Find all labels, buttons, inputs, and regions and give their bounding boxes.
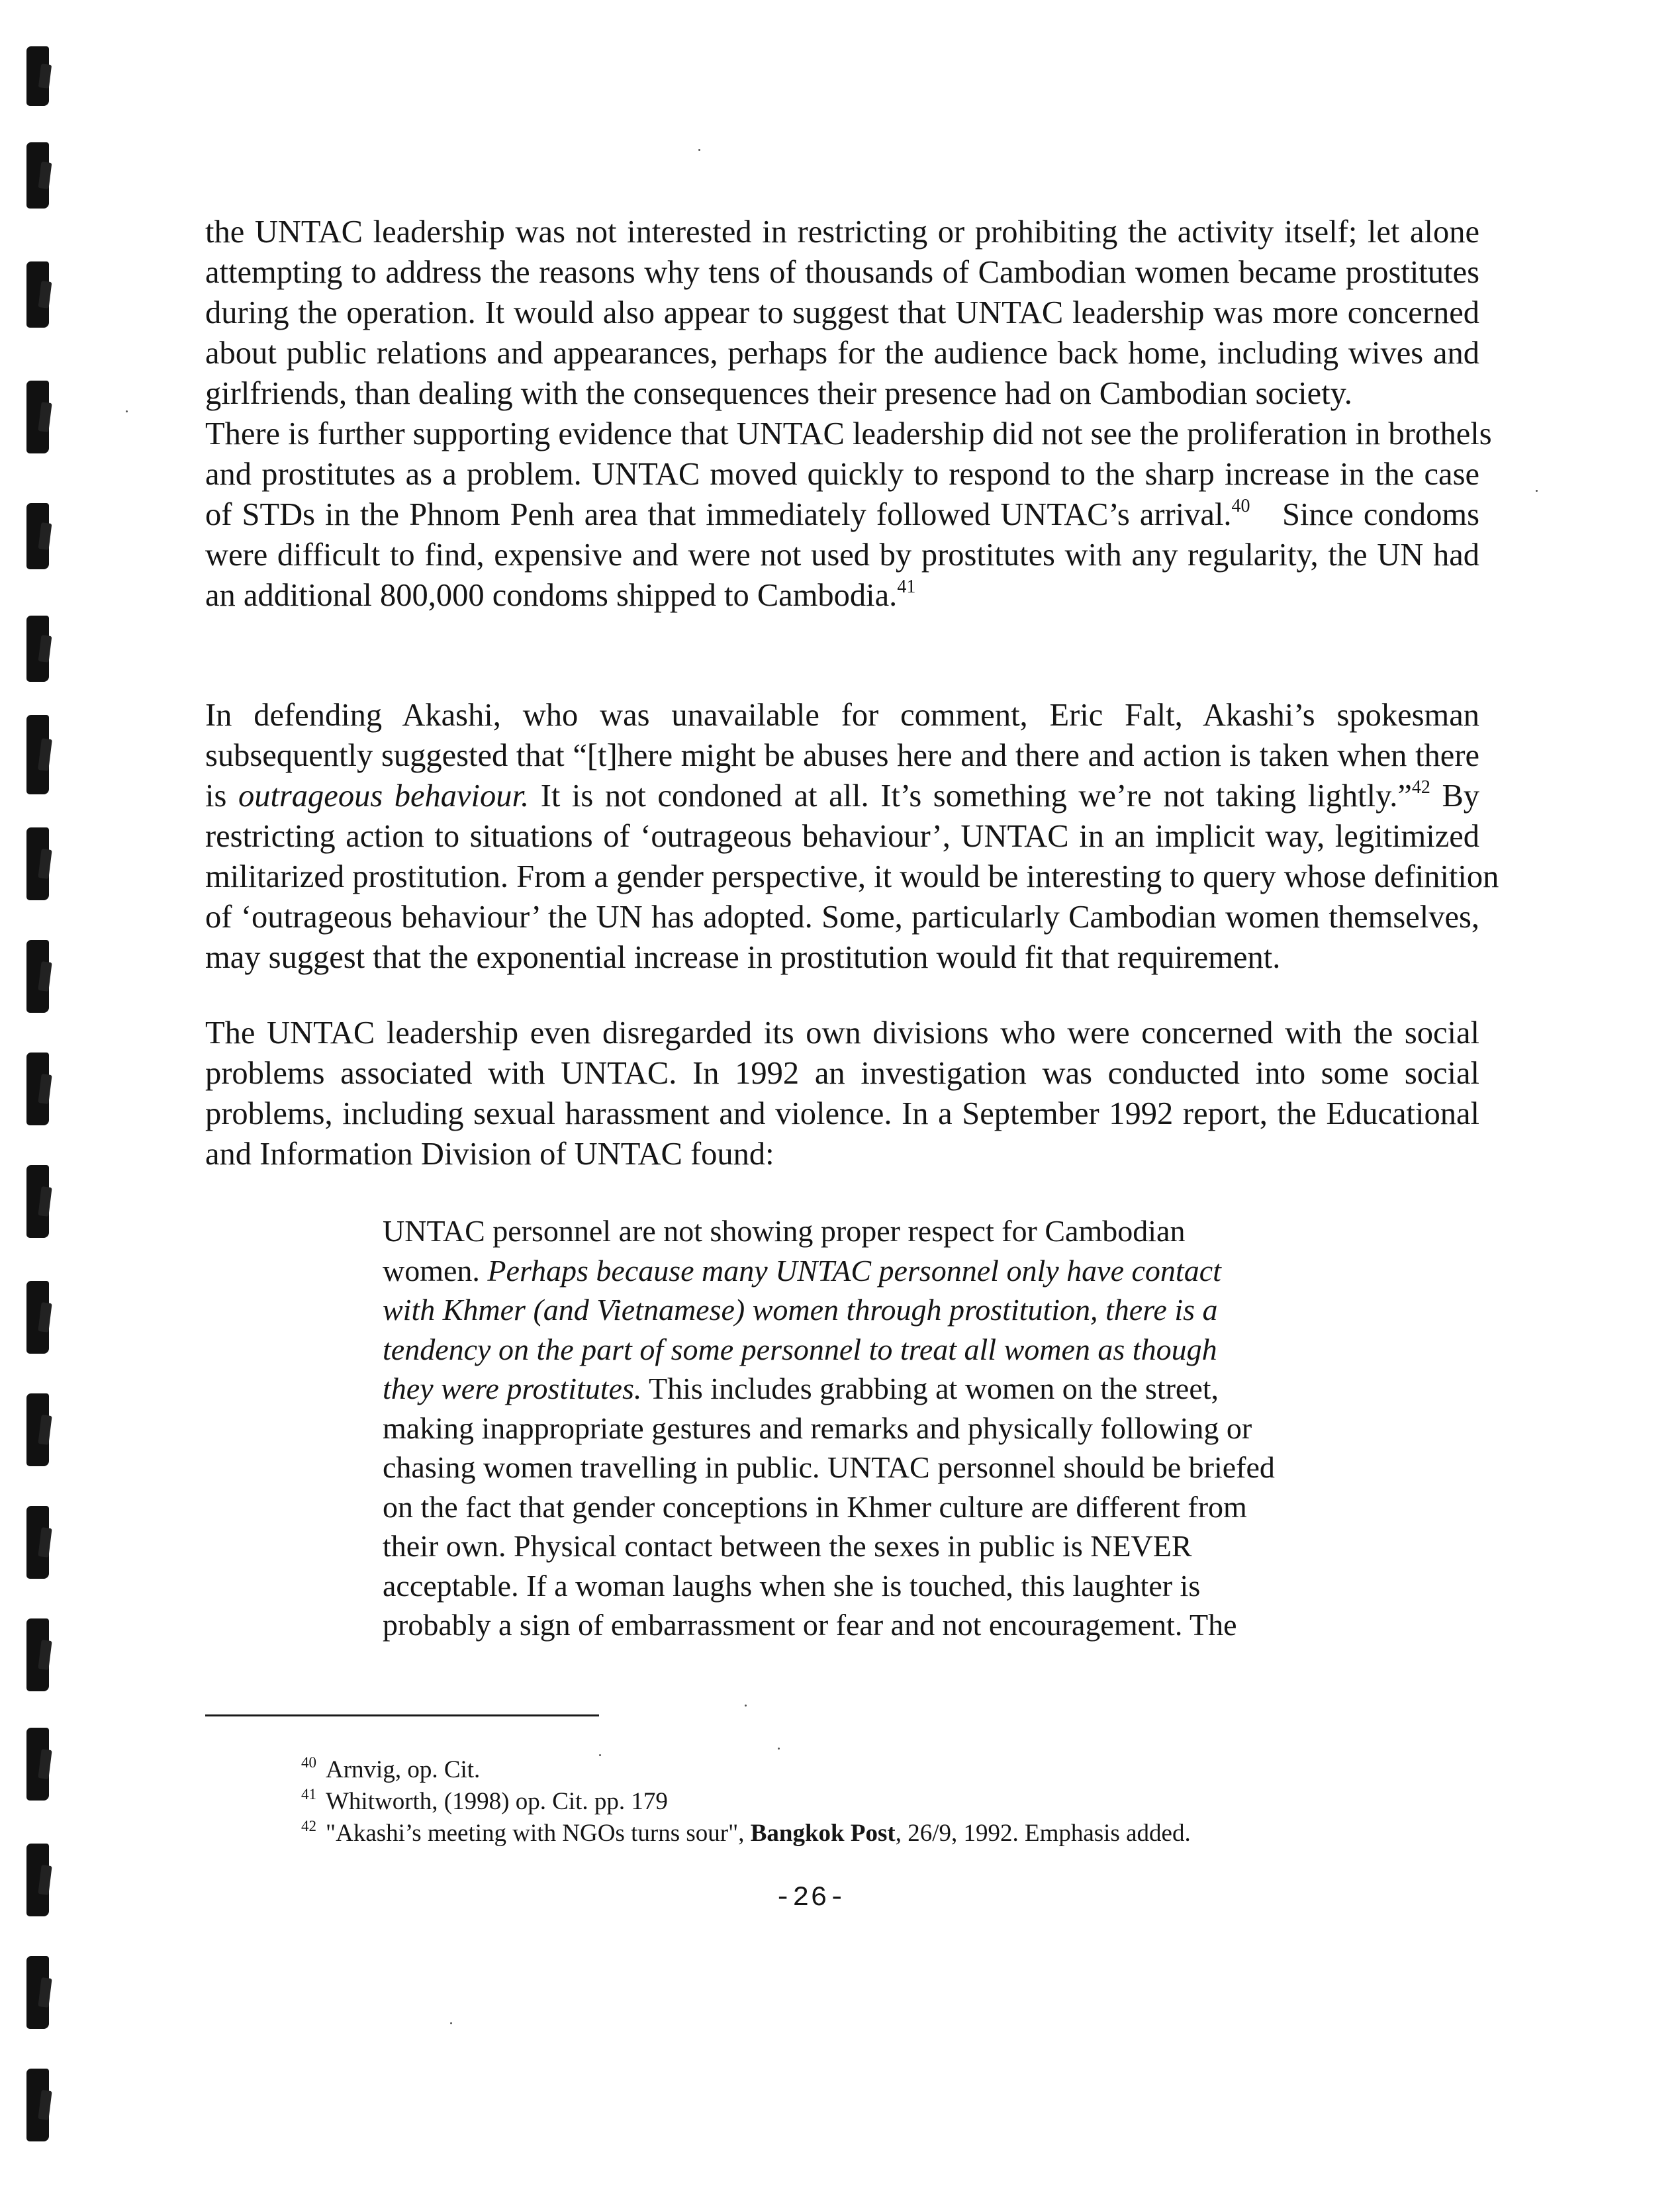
footnote-42: [301, 1818, 1191, 1850]
text-line: and prostitutes as a problem. UNTAC moved quickly to respond to the sharp increase in the case: [205, 457, 1479, 492]
quote-line: chasing women travelling in public. UNTAC personnel should be briefed: [383, 1450, 1275, 1484]
emphasis-text: they were prostitutes.: [383, 1372, 642, 1405]
text-line: the UNTAC leadership was not interested in restricting or prohibiting the activity itself; let alone: [205, 214, 1479, 250]
binder-mark: [26, 1618, 49, 1691]
binder-mark: [26, 616, 49, 682]
text-line: of ‘outrageous behaviour’ the UN has adopted. Some, particularly Cambodian women themselves,: [205, 900, 1479, 935]
footnote-separator: [205, 1714, 599, 1716]
binder-mark: [26, 2069, 49, 2141]
footnote-40: [301, 1754, 1191, 1786]
binder-mark: [26, 1956, 49, 2029]
footnote-number: 42: [301, 1818, 316, 1834]
scan-speck: [778, 1748, 780, 1750]
footnotes: [301, 1754, 1191, 1850]
footnote-number: 41: [301, 1786, 316, 1803]
text-line: attempting to address the reasons why tens of thousands of Cambodian women became prostitutes: [205, 255, 1479, 290]
paragraph-2: [205, 414, 1492, 616]
text-line: were difficult to find, expensive and were not used by prostitutes with any regularity, the UN had: [205, 538, 1479, 573]
footnote-text: Arnvig, op. Cit.: [326, 1756, 481, 1783]
scan-speck: [698, 149, 700, 151]
quote-line: [383, 1290, 1376, 1330]
binder-mark: [26, 827, 49, 900]
text-run: is: [205, 778, 227, 814]
quote-line: UNTAC personnel are not showing proper respect for Cambodian: [383, 1214, 1186, 1248]
emphasis-text: with Khmer (and Vietnamese) women through prostitution, there is a: [383, 1293, 1218, 1327]
binder-mark: [26, 940, 49, 1013]
binder-mark: [26, 1053, 49, 1125]
footnote-ref-40[interactable]: 40: [1231, 496, 1250, 516]
quote-line: making inappropriate gestures and remarks and physically following or: [383, 1411, 1252, 1445]
binder-mark: [26, 1506, 49, 1579]
binder-mark: [26, 715, 49, 794]
footnote-ref-41[interactable]: 41: [897, 577, 916, 597]
quote-line: [383, 1330, 1376, 1370]
footnote-41: [301, 1786, 1191, 1818]
binder-mark: [26, 1165, 49, 1238]
binder-mark: [26, 503, 49, 569]
emphasis-text: outrageous behaviour.: [238, 778, 530, 814]
binder-mark: [26, 261, 49, 328]
paragraph-4: [205, 1013, 1479, 1174]
footnote-text: Whitworth, (1998) op. Cit. pp. 179: [326, 1788, 668, 1815]
text-line: problems associated with UNTAC. In 1992 an investigation was conducted into some social: [205, 1056, 1479, 1091]
scan-speck: [1536, 490, 1538, 492]
text-line: may suggest that the exponential increase in prostitution would fit that requirement.: [205, 940, 1281, 975]
text-run: women.: [383, 1253, 480, 1288]
binder-mark: [26, 1393, 49, 1466]
binder-mark: [26, 1728, 49, 1801]
scan-speck: [450, 2022, 452, 2024]
text-run: an additional 800,000 condoms shipped to Cambodia.: [205, 578, 898, 613]
emphasis-text: tendency on the part of some personnel to treat all women as though: [383, 1332, 1217, 1366]
quote-line: probably a sign of embarrassment or fear and not encouragement. The: [383, 1608, 1237, 1642]
quote-line: acceptable. If a woman laughs when she is touched, this laughter is: [383, 1568, 1201, 1603]
text-line: [205, 494, 1479, 535]
text-line: during the operation. It would also appear to suggest that UNTAC leadership was more concerned: [205, 295, 1479, 330]
text-run: It is not condoned at all. It’s something we’re not taking lightly.”: [540, 778, 1412, 814]
binder-mark: [26, 1844, 49, 1916]
block-quote: [383, 1211, 1376, 1645]
footnote-ref-42[interactable]: 42: [1411, 777, 1430, 798]
scan-speck: [745, 1705, 747, 1707]
text-run: By: [1442, 778, 1480, 814]
footnote-text: , 26/9, 1992. Emphasis added.: [895, 1820, 1191, 1847]
binder-mark: [26, 381, 49, 453]
binder-mark: [26, 46, 49, 106]
paragraph-1: [205, 212, 1479, 414]
scan-speck: [126, 410, 128, 412]
text-line: about public relations and appearances, perhaps for the audience back home, including wives and: [205, 336, 1479, 371]
text-run: Since condoms: [1282, 497, 1479, 532]
footnote-number: 40: [301, 1754, 316, 1771]
text-line: There is further supporting evidence that UNTAC leadership did not see the proliferation in brothels: [205, 416, 1492, 451]
text-line: [205, 776, 1479, 816]
publication-name: Bangkok Post: [750, 1820, 896, 1847]
quote-line: [383, 1251, 1376, 1291]
binder-mark: [26, 1281, 49, 1354]
page-number: -26-: [774, 1882, 847, 1914]
text-line: The UNTAC leadership even disregarded its own divisions who were concerned with the social: [205, 1015, 1479, 1051]
emphasis-text: Perhaps because many UNTAC personnel only have contact: [487, 1253, 1221, 1288]
text-line: problems, including sexual harassment and violence. In a September 1992 report, the Educational: [205, 1096, 1479, 1131]
quote-line: [383, 1369, 1376, 1409]
quote-line: on the fact that gender conceptions in Khmer culture are different from: [383, 1489, 1247, 1524]
text-run: of STDs in the Phnom Penh area that immediately followed UNTAC’s arrival.: [205, 497, 1232, 532]
quote-line: their own. Physical contact between the sexes in public is NEVER: [383, 1529, 1192, 1563]
footnote-text: "Akashi’s meeting with NGOs turns sour",: [326, 1820, 745, 1847]
text-line: subsequently suggested that “[t]here might be abuses here and there and action is taken when there: [205, 738, 1479, 773]
text-line: restricting action to situations of ‘outrageous behaviour’, UNTAC in an implicit way, legitimized: [205, 819, 1479, 854]
text-line: and Information Division of UNTAC found:: [205, 1137, 774, 1172]
text-run: This includes grabbing at women on the street,: [649, 1372, 1219, 1405]
text-line: In defending Akashi, who was unavailable for comment, Eric Falt, Akashi’s spokesman: [205, 698, 1479, 733]
text-line: girlfriends, than dealing with the consequences their presence had on Cambodian society.: [205, 376, 1352, 411]
paragraph-3: [205, 695, 1499, 978]
text-line: militarized prostitution. From a gender perspective, it would be interesting to query whose definition: [205, 859, 1499, 894]
text-line: [205, 575, 1479, 616]
binder-mark: [26, 142, 49, 209]
